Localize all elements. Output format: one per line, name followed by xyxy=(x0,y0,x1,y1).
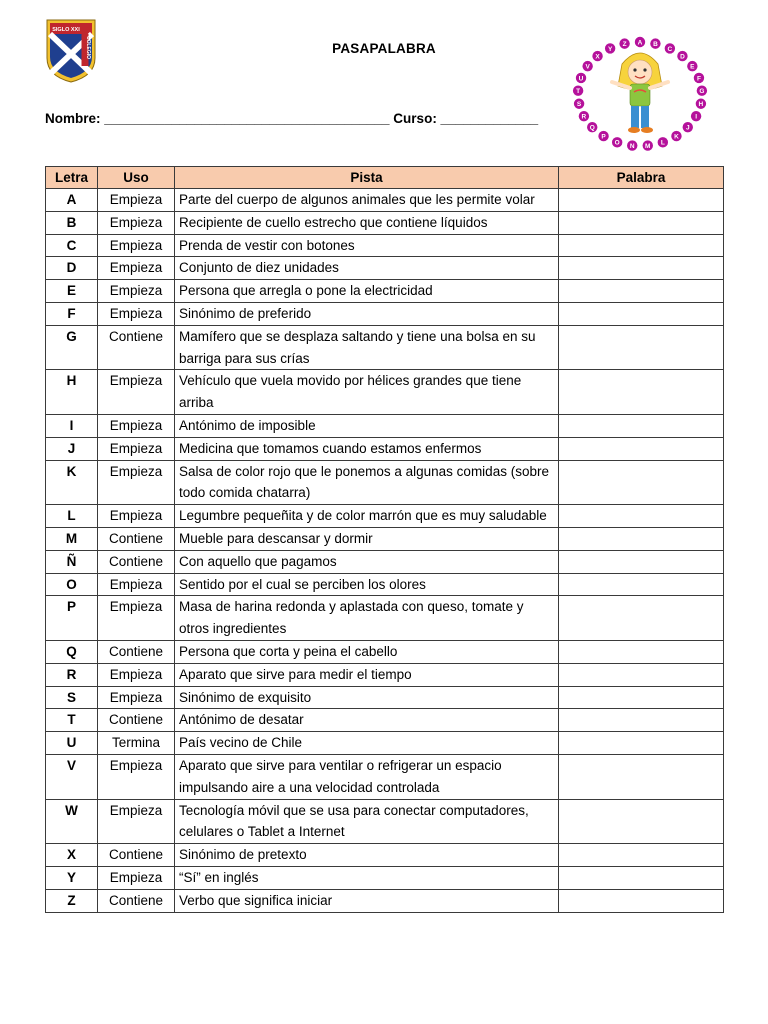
palabra-answer-cell[interactable] xyxy=(559,370,724,415)
wheel-letter-t xyxy=(573,86,583,96)
letra-cell: B xyxy=(46,211,98,234)
pista-cell: Salsa de color rojo que le ponemos a algunas comidas (sobre todo comida chatarra) xyxy=(175,460,559,505)
letter-wheel-illustration xyxy=(570,34,710,154)
uso-cell: Empieza xyxy=(98,754,175,799)
wheel-letter-a xyxy=(635,37,645,47)
table-header-row xyxy=(46,167,724,189)
pista-cell: Verbo que significa iniciar xyxy=(175,889,559,912)
palabra-answer-cell[interactable] xyxy=(559,234,724,257)
pista-cell: Con aquello que pagamos xyxy=(175,550,559,573)
svg-text:D: D xyxy=(680,53,685,61)
svg-text:V: V xyxy=(585,63,590,71)
page-title: PASAPALABRA xyxy=(332,41,436,56)
wheel-letter-g xyxy=(697,86,707,96)
table-row xyxy=(46,550,724,573)
clues-table xyxy=(45,166,724,913)
palabra-answer-cell[interactable] xyxy=(559,325,724,370)
palabra-answer-cell[interactable] xyxy=(559,189,724,212)
table-row xyxy=(46,844,724,867)
svg-text:L: L xyxy=(660,139,665,147)
letra-cell: S xyxy=(46,686,98,709)
letra-cell: W xyxy=(46,799,98,844)
uso-cell: Contiene xyxy=(98,844,175,867)
palabra-answer-cell[interactable] xyxy=(559,866,724,889)
uso-cell: Empieza xyxy=(98,414,175,437)
palabra-answer-cell[interactable] xyxy=(559,573,724,596)
pista-cell: Tecnología móvil que se usa para conectar computadores, celulares o Tablet a Internet xyxy=(175,799,559,844)
wheel-letter-c xyxy=(665,43,675,53)
palabra-answer-cell[interactable] xyxy=(559,505,724,528)
palabra-answer-cell[interactable] xyxy=(559,437,724,460)
header-palabra: Palabra xyxy=(559,167,724,189)
letra-cell: V xyxy=(46,754,98,799)
pista-cell: Antónimo de desatar xyxy=(175,709,559,732)
header-pista: Pista xyxy=(175,167,559,189)
letra-cell: A xyxy=(46,189,98,212)
letra-cell: Z xyxy=(46,889,98,912)
table-row xyxy=(46,527,724,550)
uso-cell: Empieza xyxy=(98,234,175,257)
pista-cell: Sinónimo de exquisito xyxy=(175,686,559,709)
uso-cell: Empieza xyxy=(98,596,175,641)
wheel-letter-x xyxy=(592,51,602,61)
pista-cell: Mamífero que se desplaza saltando y tiene una bolsa en su barriga para sus crías xyxy=(175,325,559,370)
uso-cell: Empieza xyxy=(98,211,175,234)
letra-cell: J xyxy=(46,437,98,460)
uso-cell: Empieza xyxy=(98,663,175,686)
wheel-letter-d xyxy=(677,51,687,61)
palabra-answer-cell[interactable] xyxy=(559,844,724,867)
table-row xyxy=(46,460,724,505)
svg-text:A: A xyxy=(637,39,643,47)
palabra-answer-cell[interactable] xyxy=(559,550,724,573)
wheel-letter-y xyxy=(605,43,615,53)
table-row xyxy=(46,663,724,686)
letra-cell: E xyxy=(46,280,98,303)
letra-cell: M xyxy=(46,527,98,550)
uso-cell: Empieza xyxy=(98,257,175,280)
svg-text:N: N xyxy=(629,142,635,150)
wheel-letter-q xyxy=(587,122,597,132)
pista-cell: País vecino de Chile xyxy=(175,732,559,755)
uso-cell: Empieza xyxy=(98,370,175,415)
svg-text:I: I xyxy=(695,113,698,121)
letra-cell: L xyxy=(46,505,98,528)
palabra-answer-cell[interactable] xyxy=(559,257,724,280)
pista-cell: “Sí” en inglés xyxy=(175,866,559,889)
header-uso: Uso xyxy=(98,167,175,189)
uso-cell: Empieza xyxy=(98,505,175,528)
uso-cell: Empieza xyxy=(98,280,175,303)
palabra-answer-cell[interactable] xyxy=(559,460,724,505)
wheel-letter-p xyxy=(598,131,608,141)
uso-cell: Empieza xyxy=(98,799,175,844)
palabra-answer-cell[interactable] xyxy=(559,527,724,550)
pista-cell: Prenda de vestir con botones xyxy=(175,234,559,257)
table-row xyxy=(46,257,724,280)
palabra-answer-cell[interactable] xyxy=(559,709,724,732)
svg-text:Q: Q xyxy=(589,124,595,132)
svg-text:F: F xyxy=(696,75,701,83)
table-row xyxy=(46,211,724,234)
letra-cell: G xyxy=(46,325,98,370)
pista-cell: Aparato que sirve para ventilar o refrigerar un espacio impulsando aire a una velocidad controlada xyxy=(175,754,559,799)
svg-text:H: H xyxy=(698,101,704,109)
palabra-answer-cell[interactable] xyxy=(559,596,724,641)
pista-cell: Sentido por el cual se perciben los olores xyxy=(175,573,559,596)
svg-text:M: M xyxy=(645,142,651,150)
wheel-letter-f xyxy=(694,73,704,83)
table-row xyxy=(46,280,724,303)
uso-cell: Contiene xyxy=(98,527,175,550)
table-row xyxy=(46,370,724,415)
svg-text:J: J xyxy=(685,124,690,132)
svg-text:B: B xyxy=(653,41,658,49)
palabra-answer-cell[interactable] xyxy=(559,754,724,799)
pista-cell: Sinónimo de preferido xyxy=(175,302,559,325)
svg-text:C: C xyxy=(667,45,673,53)
pista-cell: Conjunto de diez unidades xyxy=(175,257,559,280)
table-row xyxy=(46,505,724,528)
palabra-answer-cell[interactable] xyxy=(559,663,724,686)
svg-text:X: X xyxy=(595,53,600,61)
letra-cell: Y xyxy=(46,866,98,889)
pista-cell: Legumbre pequeñita y de color marrón que es muy saludable xyxy=(175,505,559,528)
letra-cell: P xyxy=(46,596,98,641)
uso-cell: Empieza xyxy=(98,866,175,889)
table-row xyxy=(46,709,724,732)
pista-cell: Aparato que sirve para medir el tiempo xyxy=(175,663,559,686)
svg-text:O: O xyxy=(614,139,620,147)
palabra-answer-cell[interactable] xyxy=(559,640,724,663)
svg-text:S: S xyxy=(576,101,582,109)
letra-cell: D xyxy=(46,257,98,280)
uso-cell: Contiene xyxy=(98,550,175,573)
uso-cell: Empieza xyxy=(98,573,175,596)
wheel-letter-m xyxy=(643,140,653,150)
letra-cell: O xyxy=(46,573,98,596)
letra-cell: F xyxy=(46,302,98,325)
uso-cell: Empieza xyxy=(98,686,175,709)
uso-cell: Contiene xyxy=(98,709,175,732)
table-row xyxy=(46,573,724,596)
table-row xyxy=(46,732,724,755)
table-row xyxy=(46,866,724,889)
palabra-answer-cell[interactable] xyxy=(559,414,724,437)
palabra-answer-cell[interactable] xyxy=(559,732,724,755)
svg-text:E: E xyxy=(690,63,695,71)
letra-cell: H xyxy=(46,370,98,415)
wheel-letter-u xyxy=(576,73,586,83)
pista-cell: Sinónimo de pretexto xyxy=(175,844,559,867)
pista-cell: Recipiente de cuello estrecho que contiene líquidos xyxy=(175,211,559,234)
wheel-letter-l xyxy=(658,137,668,147)
letra-cell: C xyxy=(46,234,98,257)
uso-cell: Empieza xyxy=(98,189,175,212)
cartoon-girl-icon xyxy=(612,53,668,133)
letra-cell: T xyxy=(46,709,98,732)
svg-text:R: R xyxy=(581,113,587,121)
uso-cell: Contiene xyxy=(98,325,175,370)
wheel-letter-o xyxy=(612,137,622,147)
letra-cell: I xyxy=(46,414,98,437)
palabra-answer-cell[interactable] xyxy=(559,211,724,234)
letra-cell: Ñ xyxy=(46,550,98,573)
table-row xyxy=(46,686,724,709)
wheel-letter-v xyxy=(582,61,592,71)
uso-cell: Empieza xyxy=(98,437,175,460)
palabra-answer-cell[interactable] xyxy=(559,280,724,303)
letra-cell: U xyxy=(46,732,98,755)
palabra-answer-cell[interactable] xyxy=(559,686,724,709)
table-row xyxy=(46,640,724,663)
palabra-answer-cell[interactable] xyxy=(559,302,724,325)
crest-top-text: SIGLO XXI xyxy=(52,27,80,33)
wheel-letter-k xyxy=(671,131,681,141)
svg-text:T: T xyxy=(576,88,581,96)
pista-cell: Masa de harina redonda y aplastada con queso, tomate y otros ingredientes xyxy=(175,596,559,641)
pista-cell: Persona que corta y peina el cabello xyxy=(175,640,559,663)
table-row xyxy=(46,189,724,212)
wheel-letter-j xyxy=(683,122,693,132)
wheel-letter-n xyxy=(627,140,637,150)
svg-text:Y: Y xyxy=(607,45,613,53)
svg-text:G: G xyxy=(699,88,705,96)
letra-cell: X xyxy=(46,844,98,867)
pista-cell: Vehículo que vuela movido por hélices grandes que tiene arriba xyxy=(175,370,559,415)
table-row xyxy=(46,325,724,370)
letra-cell: R xyxy=(46,663,98,686)
header-letra: Letra xyxy=(46,167,98,189)
uso-cell: Empieza xyxy=(98,302,175,325)
wheel-letter-i xyxy=(691,111,701,121)
table-row xyxy=(46,799,724,844)
pista-cell: Antónimo de imposible xyxy=(175,414,559,437)
name-course-field: Nombre: ______________________________________ Curso: _____________ xyxy=(45,111,539,126)
table-row xyxy=(46,302,724,325)
svg-text:K: K xyxy=(674,133,679,141)
palabra-answer-cell[interactable] xyxy=(559,889,724,912)
wheel-letter-e xyxy=(687,61,697,71)
pista-cell: Parte del cuerpo de algunos animales que les permite volar xyxy=(175,189,559,212)
pista-cell: Mueble para descansar y dormir xyxy=(175,527,559,550)
svg-text:P: P xyxy=(601,133,606,141)
uso-cell: Empieza xyxy=(98,460,175,505)
crest-side-text: COLEGIO xyxy=(85,36,91,60)
table-row xyxy=(46,889,724,912)
wheel-letter-h xyxy=(696,99,706,109)
pista-cell: Persona que arregla o pone la electricidad xyxy=(175,280,559,303)
clue-rows xyxy=(46,189,724,913)
table-row xyxy=(46,414,724,437)
uso-cell: Contiene xyxy=(98,640,175,663)
table-row xyxy=(46,754,724,799)
svg-text:Z: Z xyxy=(622,41,627,49)
wheel-letter-z xyxy=(619,38,629,48)
letra-cell: K xyxy=(46,460,98,505)
table-row xyxy=(46,596,724,641)
uso-cell: Termina xyxy=(98,732,175,755)
table-row xyxy=(46,234,724,257)
palabra-answer-cell[interactable] xyxy=(559,799,724,844)
letra-cell: Q xyxy=(46,640,98,663)
wheel-letter-r xyxy=(579,111,589,121)
table-row xyxy=(46,437,724,460)
wheel-letter-s xyxy=(574,99,584,109)
svg-text:U: U xyxy=(578,75,584,83)
uso-cell: Contiene xyxy=(98,889,175,912)
wheel-letter-b xyxy=(650,38,660,48)
pista-cell: Medicina que tomamos cuando estamos enfermos xyxy=(175,437,559,460)
